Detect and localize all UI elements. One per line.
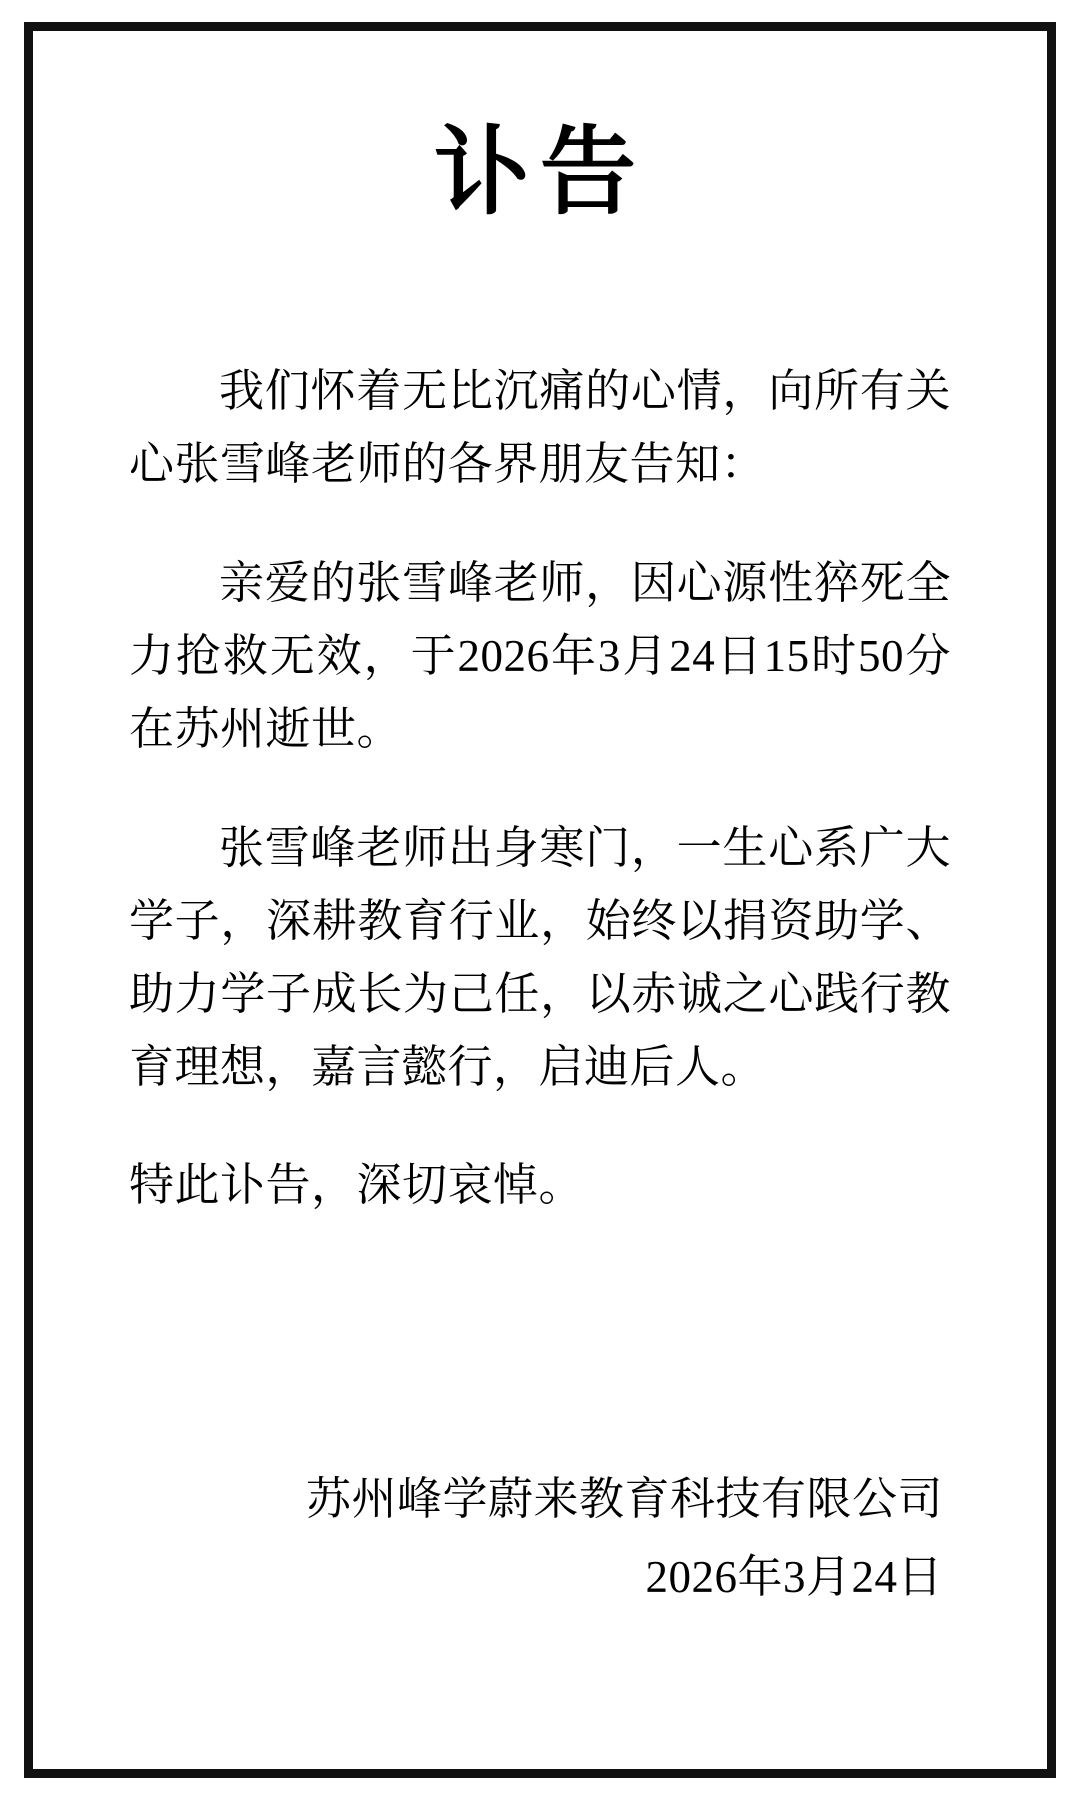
notice-frame [24,22,1056,1778]
paragraph-tribute: 张雪峰老师出身寒门，一生心系广大学子，深耕教育行业，始终以捐资助学、助力学子成长为己任，以赤诚之心践行教育理想，嘉言懿行，启迪后人。 [129,822,951,1092]
paragraph-announcement: 亲爱的张雪峰老师，因心源性猝死全力抢救无效，于2026年3月24日15时50分在苏州逝世。 [129,558,951,754]
signature-organization: 苏州峰学蔚来教育科技有限公司 [305,1474,943,1524]
notice-body [129,355,951,1222]
paragraph-intro: 我们怀着无比沉痛的心情，向所有关心张雪峰老师的各界朋友告知： [129,366,951,490]
signature-block [129,1463,951,1709]
page-title: 讣告 [434,116,646,228]
paragraph-closing: 特此讣告，深切哀悼。 [129,1160,585,1211]
title-spacer [129,237,951,355]
signature-date: 2026年3月24日 [645,1552,943,1602]
